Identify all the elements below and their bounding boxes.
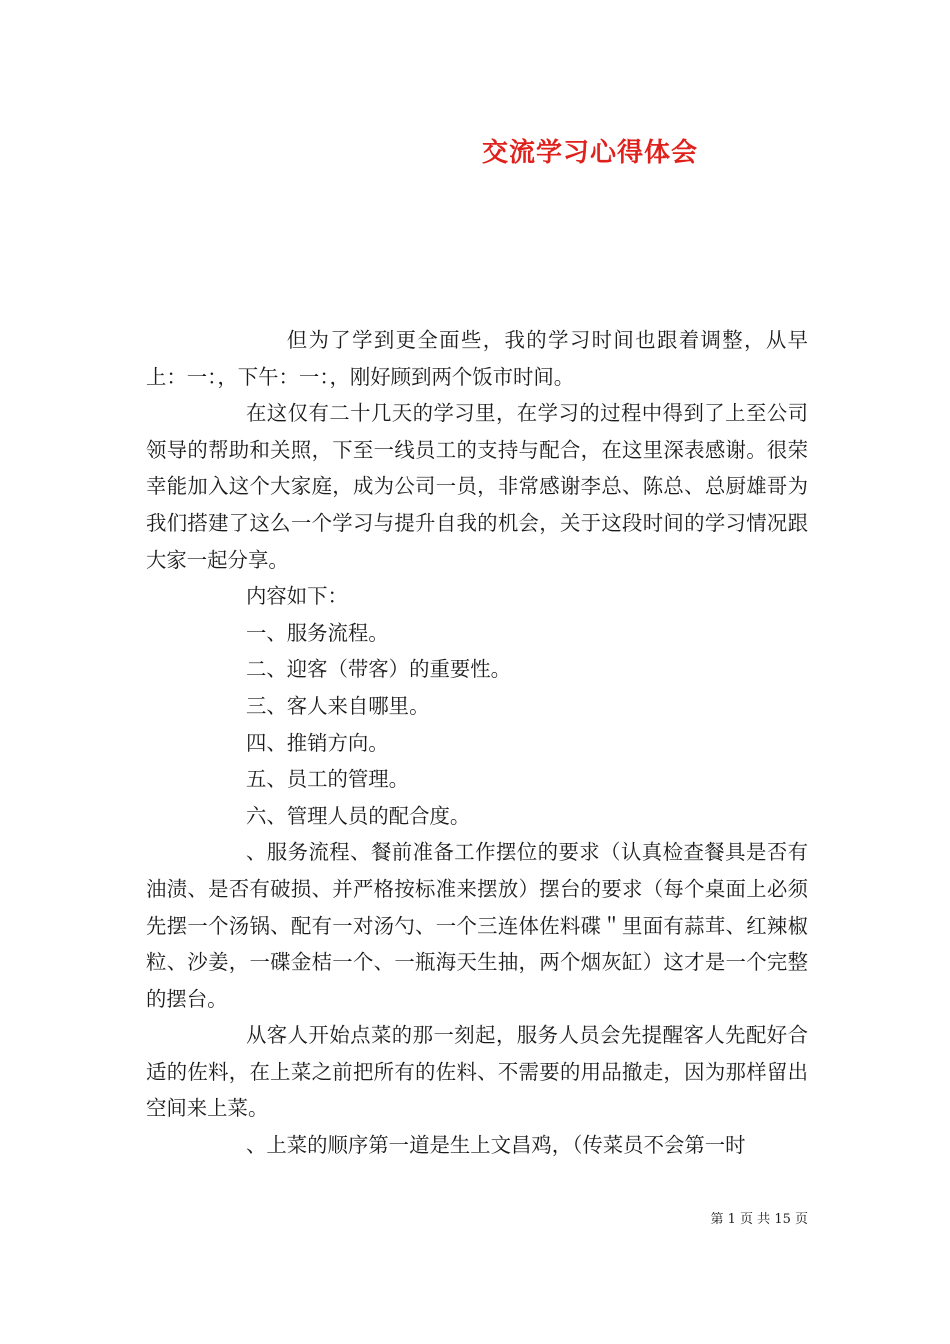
list-item: 五、员工的管理。 (245, 767, 410, 792)
paragraph: 、上菜的顺序第一道是生上文昌鸡，（传菜员不会第一时 (245, 1133, 746, 1158)
list-item: 一、服务流程。 (245, 620, 389, 645)
paragraph: 但为了学到更全面些，我的学习时间也跟着调整，从早上：一：，下午：一：，刚好顾到两个饭市时间。 (146, 328, 808, 389)
list-item: 二、迎客（带客）的重要性。 (245, 657, 512, 682)
list-item: 六、管理人员的配合度。 (245, 803, 471, 828)
list-item: 四、推销方向。 (245, 730, 389, 755)
paragraph: 内容如下： (245, 584, 348, 609)
list-item: 三、客人来自哪里。 (245, 693, 430, 718)
paragraph: 从客人开始点菜的那一刻起，服务人员会先提醒客人先配好合适的佐料，在上菜之前把所有的佐料、不需要的用品撤走，因为那样留出空间来上菜。 (146, 1023, 808, 1121)
page-number: 第 1 页 共 15 页 (710, 1212, 808, 1227)
paragraph: 在这仅有二十几天的学习里，在学习的过程中得到了上至公司领导的帮助和关照，下至一线员工的支持与配合，在这里深表感谢。很荣幸能加入这个大家庭，成为公司一员，非常感谢李总、陈总、总厨雄哥为我们搭建了这么一个学习与提升自我的机会，关于这段时间的学习情况跟大家一起分享。 (146, 401, 808, 572)
document-body (146, 322, 808, 1164)
content-list (146, 615, 808, 835)
document-title: 交流学习心得体会 (481, 138, 698, 168)
paragraph: 、服务流程、餐前准备工作摆位的要求（认真检查餐具是否有油渍、是否有破损、并严格按标准来摆放）摆台的要求（每个桌面上必须先摆一个汤锅、配有一对汤勺、一个三连体佐料碟＂里面有蒜茸、红辣椒粒、沙姜，一碟金桔一个、一瓶海天生抽，两个烟灰缸）这才是一个完整的摆台。 (146, 840, 808, 1011)
